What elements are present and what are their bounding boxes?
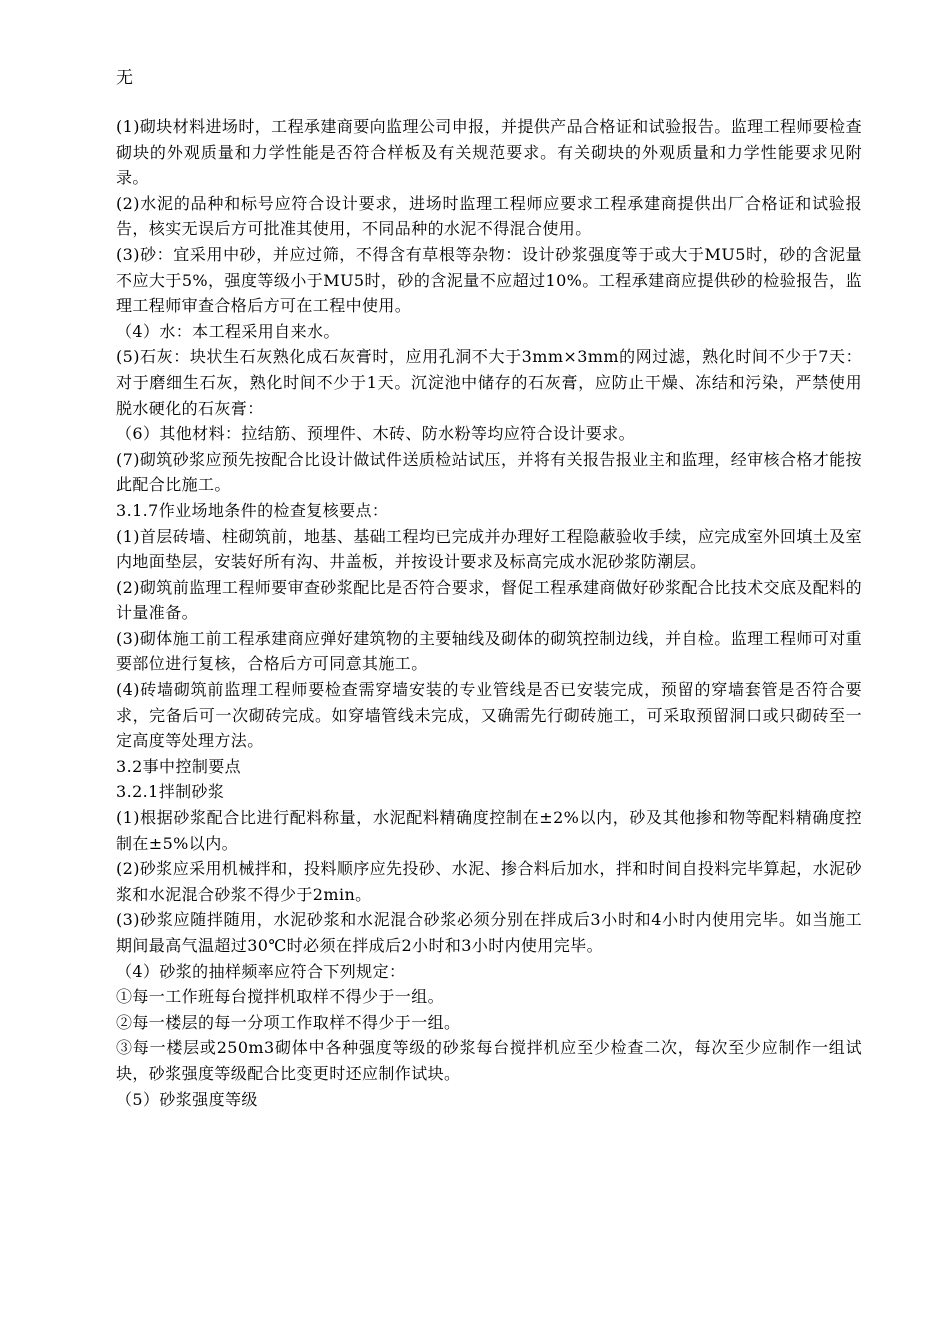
para-7: (7)砌筑砂浆应预先按配合比设计做试件送质检站试压，并将有关报告报业主和监理，经审核合格才能按此配合比施工。 — [116, 449, 862, 495]
list-item-2: ②每一楼层的每一分项工作取样不得少于一组。 — [116, 1012, 461, 1032]
para-3: (3)砂：宜采用中砂，并应过筛，不得含有草根等杂物：设计砂浆强度等于或大于MU5时，砂的含泥量不应大于5%，强度等级小于MU5时，砂的含泥量不应超过10%。工程承建商应提供砂的检验报告，监理工程师审查合格后方可在工程中使用。 — [116, 244, 862, 316]
para-10: (3)砌体施工前工程承建商应弹好建筑物的主要轴线及砌体的砌筑控制边线，并自检。监理工程师可对重要部位进行复核，合格后方可同意其施工。 — [116, 628, 862, 674]
para-14: (3)砂浆应随拌随用，水泥砂浆和水泥混合砂浆必须分别在拌成后3小时和4小时内使用完毕。如当施工期间最高气温超过30℃时必须在拌成后2小时和3小时内使用完毕。 — [116, 910, 862, 955]
para-11: (4)砖墙砌筑前监理工程师要检查需穿墙安装的专业管线是否已安装完成，预留的穿墙套管是否符合要求，完备后可一次砌砖完成。如穿墙管线未完成，又确需先行砌砖施工，可采取预留洞口或只砌砖至一定高度等处理方法。 — [116, 680, 862, 751]
list-item-1: ①每一工作班每台搅拌机取样不得少于一组。 — [116, 987, 445, 1007]
document-body — [116, 114, 862, 1112]
para-13: (2)砂浆应采用机械拌和，投料顺序应先投砂、水泥、掺合料后加水，拌和时间自投料完毕算起，水泥砂浆和水泥混合砂浆不得少于2min。 — [116, 859, 862, 904]
para-16: （5）砂浆强度等级 — [116, 1089, 258, 1109]
para-8: (1)首层砖墙、柱砌筑前，地基、基础工程均已完成并办理好工程隐蔽验收手续，应完成室外回填土及室内地面垫层，安装好所有沟、井盖板，并按设计要求及标高完成水泥砂浆防潮层。 — [116, 526, 862, 572]
para-4: （4）水：本工程采用自来水。 — [116, 321, 340, 341]
para-15: （4）砂浆的抽样频率应符合下列规定： — [116, 961, 406, 981]
para-6: （6）其他材料：拉结筋、预埋件、木砖、防水粉等均应符合设计要求。 — [116, 424, 635, 444]
section-heading-3-2-1: 3.2.1拌制砂浆 — [116, 782, 225, 802]
list-item-3: ③每一楼层或250m3砌体中各种强度等级的砂浆每台搅拌机应至少检查二次，每次至少应制作一组试块，砂浆强度等级配合比变更时还应制作试块。 — [116, 1038, 862, 1083]
para-9: (2)砌筑前监理工程师要审查砂浆配比是否符合要求，督促工程承建商做好砂浆配合比技术交底及配料的计量准备。 — [116, 577, 862, 623]
para-2: (2)水泥的品种和标号应符合设计要求，进场时监理工程师应要求工程承建商提供出厂合格证和试验报告，核实无误后方可批准其使用，不同品种的水泥不得混合使用。 — [116, 193, 862, 239]
para-5: (5)石灰：块状生石灰熟化成石灰膏时，应用孔洞不大于3mm×3mm的网过滤，熟化时间不少于7天：对于磨细生石灰，熟化时间不少于1天。沉淀池中储存的石灰膏，应防止干燥、冻结和污染，严禁使用脱水硬化的石灰膏： — [116, 347, 862, 418]
para-1: (1)砌块材料进场时，工程承建商要向监理公司申报，并提供产品合格证和试验报告。监理工程师要检查砌块的外观质量和力学性能是否符合样板及有关规范要求。有关砌块的外观质量和力学性能要求见附录。 — [116, 117, 862, 188]
header-mark: 无 — [116, 68, 133, 88]
section-heading-3-1-7: 3.1.7作业场地条件的检查复核要点： — [116, 500, 389, 520]
para-12: (1)根据砂浆配合比进行配料称量，水泥配料精确度控制在±2%以内，砂及其他掺和物等配料精确度控制在±5%以内。 — [116, 808, 862, 853]
section-heading-3-2: 3.2事中控制要点 — [116, 756, 242, 776]
